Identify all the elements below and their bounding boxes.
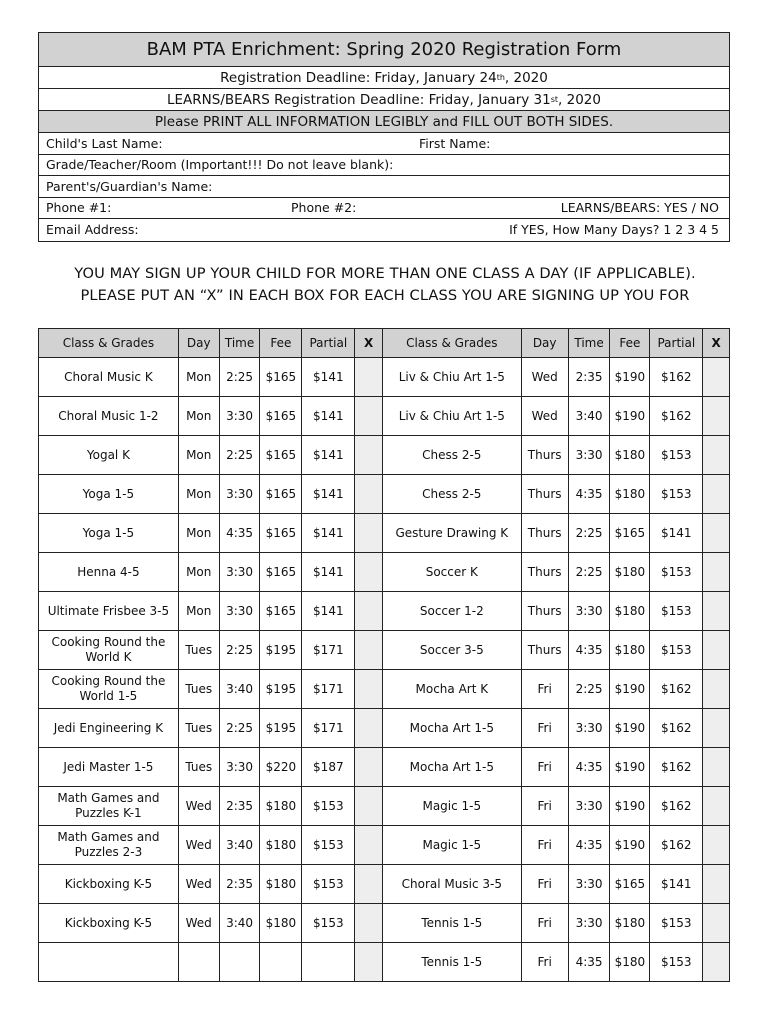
fee-cell: $180 bbox=[610, 904, 650, 943]
day-cell: Mon bbox=[178, 553, 219, 592]
time-cell: 3:30 bbox=[568, 787, 610, 826]
partial-fee-cell: $141 bbox=[302, 475, 355, 514]
class-name-cell: Soccer 3-5 bbox=[382, 631, 521, 670]
class-name-cell: Yoga 1-5 bbox=[39, 514, 179, 553]
signup-checkbox[interactable] bbox=[703, 592, 730, 631]
day-cell: Tues bbox=[178, 748, 219, 787]
table-row bbox=[39, 475, 730, 514]
fee-cell: $195 bbox=[260, 670, 302, 709]
fee-cell: $180 bbox=[260, 904, 302, 943]
signup-checkbox[interactable] bbox=[355, 553, 383, 592]
day-cell: Wed bbox=[521, 397, 568, 436]
day-header: Day bbox=[178, 329, 219, 358]
partial-fee-cell: $162 bbox=[650, 670, 703, 709]
class-header: Class & Grades bbox=[39, 329, 179, 358]
class-name-cell: Liv & Chiu Art 1-5 bbox=[382, 358, 521, 397]
class-name-cell: Mocha Art 1-5 bbox=[382, 709, 521, 748]
table-row bbox=[39, 553, 730, 592]
class-name-cell: Choral Music 3-5 bbox=[382, 865, 521, 904]
registration-deadline: Registration Deadline: Friday, January 24 th , 2020 bbox=[39, 67, 729, 89]
signup-checkbox[interactable] bbox=[703, 826, 730, 865]
signup-checkbox[interactable] bbox=[355, 826, 383, 865]
partial-fee-cell: $162 bbox=[650, 709, 703, 748]
day-cell: Fri bbox=[521, 670, 568, 709]
signup-checkbox[interactable] bbox=[703, 904, 730, 943]
time-cell: 3:30 bbox=[568, 436, 610, 475]
time-cell: 3:30 bbox=[568, 709, 610, 748]
form-title: BAM PTA Enrichment: Spring 2020 Registration Form bbox=[39, 33, 729, 67]
fee-cell: $190 bbox=[610, 670, 650, 709]
class-name-cell: Magic 1-5 bbox=[382, 826, 521, 865]
child-name-row[interactable] bbox=[39, 133, 729, 155]
table-row bbox=[39, 631, 730, 670]
learns-deadline-year: , 2020 bbox=[558, 91, 601, 108]
parent-name-row[interactable] bbox=[39, 176, 729, 198]
signup-checkbox[interactable] bbox=[355, 787, 383, 826]
day-cell: Wed bbox=[521, 358, 568, 397]
partial-fee-cell: $153 bbox=[650, 553, 703, 592]
time-cell: 3:30 bbox=[219, 553, 260, 592]
fee-cell: $165 bbox=[260, 436, 302, 475]
signup-checkbox[interactable] bbox=[703, 670, 730, 709]
deadline-year: , 2020 bbox=[504, 69, 548, 86]
class-name-cell: Jedi Engineering K bbox=[39, 709, 179, 748]
signup-checkbox[interactable] bbox=[703, 397, 730, 436]
fee-header: Fee bbox=[610, 329, 650, 358]
time-cell: 2:35 bbox=[219, 787, 260, 826]
partial-fee-cell: $153 bbox=[302, 904, 355, 943]
fee-cell: $190 bbox=[610, 787, 650, 826]
class-name-cell: Soccer K bbox=[382, 553, 521, 592]
days-option[interactable]: If YES, How Many Days? 1 2 3 4 5 bbox=[509, 222, 719, 238]
fee-cell: $195 bbox=[260, 631, 302, 670]
fee-cell: $165 bbox=[260, 514, 302, 553]
time-cell: 2:25 bbox=[219, 436, 260, 475]
fee-cell: $165 bbox=[260, 553, 302, 592]
day-cell: Wed bbox=[178, 826, 219, 865]
time-cell: 2:25 bbox=[568, 514, 610, 553]
signup-checkbox[interactable] bbox=[355, 631, 383, 670]
signup-checkbox[interactable] bbox=[703, 865, 730, 904]
signup-checkbox[interactable] bbox=[703, 787, 730, 826]
table-header-row bbox=[39, 329, 730, 358]
fee-cell: $165 bbox=[260, 358, 302, 397]
class-name-cell: Chess 2-5 bbox=[382, 475, 521, 514]
class-name-cell: Tennis 1-5 bbox=[382, 904, 521, 943]
parent-name-label: Parent's/Guardian's Name: bbox=[46, 178, 213, 194]
class-name-cell: Math Games and Puzzles 2-3 bbox=[39, 826, 179, 865]
instructions-banner: Please PRINT ALL INFORMATION LEGIBLY and FILL OUT BOTH SIDES. bbox=[39, 111, 729, 133]
fee-cell: $180 bbox=[260, 787, 302, 826]
time-cell: 3:40 bbox=[219, 670, 260, 709]
class-name-cell: Mocha Art 1-5 bbox=[382, 748, 521, 787]
signup-checkbox[interactable] bbox=[703, 553, 730, 592]
sign-up-notice bbox=[20, 263, 750, 307]
table-body bbox=[39, 358, 730, 982]
fee-cell: $165 bbox=[610, 865, 650, 904]
partial-fee-cell: $141 bbox=[650, 865, 703, 904]
partial-fee-cell: $171 bbox=[302, 631, 355, 670]
signup-checkbox[interactable] bbox=[703, 709, 730, 748]
phone-row[interactable] bbox=[39, 198, 729, 220]
signup-checkbox[interactable] bbox=[355, 358, 383, 397]
class-name-cell: Cooking Round the World 1-5 bbox=[39, 670, 179, 709]
time-cell: 4:35 bbox=[568, 631, 610, 670]
day-cell: Fri bbox=[521, 748, 568, 787]
partial-fee-cell: $153 bbox=[650, 475, 703, 514]
day-cell: Mon bbox=[178, 436, 219, 475]
partial-fee-cell: $153 bbox=[302, 826, 355, 865]
time-cell: 2:25 bbox=[568, 553, 610, 592]
signup-checkbox[interactable] bbox=[355, 865, 383, 904]
class-name-cell: Kickboxing K-5 bbox=[39, 904, 179, 943]
time-cell: 4:35 bbox=[219, 514, 260, 553]
phone2-label: Phone #2: bbox=[291, 200, 357, 216]
x-header: X bbox=[355, 329, 383, 358]
partial-fee-cell: $187 bbox=[302, 748, 355, 787]
signup-checkbox[interactable] bbox=[355, 475, 383, 514]
fee-cell: $165 bbox=[260, 397, 302, 436]
registration-form-header bbox=[38, 32, 730, 242]
time-header: Time bbox=[219, 329, 260, 358]
class-name-cell: Yoga 1-5 bbox=[39, 475, 179, 514]
signup-checkbox[interactable] bbox=[355, 397, 383, 436]
partial-fee-cell: $162 bbox=[650, 748, 703, 787]
fee-cell: $180 bbox=[610, 631, 650, 670]
partial-fee-cell: $153 bbox=[650, 904, 703, 943]
time-cell: 2:25 bbox=[219, 709, 260, 748]
day-cell: Mon bbox=[178, 592, 219, 631]
signup-checkbox[interactable] bbox=[703, 514, 730, 553]
class-name-cell: Math Games and Puzzles K-1 bbox=[39, 787, 179, 826]
day-cell: Fri bbox=[521, 709, 568, 748]
time-cell bbox=[219, 943, 260, 982]
x-header: X bbox=[703, 329, 730, 358]
table-row bbox=[39, 865, 730, 904]
day-cell: Tues bbox=[178, 670, 219, 709]
time-cell: 4:35 bbox=[568, 475, 610, 514]
signup-checkbox[interactable] bbox=[703, 943, 730, 982]
day-cell: Thurs bbox=[521, 475, 568, 514]
signup-checkbox[interactable] bbox=[703, 436, 730, 475]
class-name-cell: Kickboxing K-5 bbox=[39, 865, 179, 904]
table-row bbox=[39, 397, 730, 436]
day-header: Day bbox=[521, 329, 568, 358]
time-cell: 2:25 bbox=[219, 631, 260, 670]
fee-cell: $190 bbox=[610, 709, 650, 748]
class-name-cell: Gesture Drawing K bbox=[382, 514, 521, 553]
fee-cell: $180 bbox=[260, 865, 302, 904]
fee-cell: $165 bbox=[610, 514, 650, 553]
partial-fee-cell: $141 bbox=[302, 397, 355, 436]
day-cell: Wed bbox=[178, 787, 219, 826]
email-row[interactable] bbox=[39, 219, 729, 241]
partial-header: Partial bbox=[650, 329, 703, 358]
deadline-text: Registration Deadline: Friday, January 24 bbox=[220, 69, 497, 86]
signup-checkbox[interactable] bbox=[703, 748, 730, 787]
table-row bbox=[39, 748, 730, 787]
day-cell: Mon bbox=[178, 514, 219, 553]
class-name-cell: Ultimate Frisbee 3-5 bbox=[39, 592, 179, 631]
table-row bbox=[39, 436, 730, 475]
fee-cell bbox=[260, 943, 302, 982]
time-cell: 3:30 bbox=[219, 748, 260, 787]
time-cell: 3:30 bbox=[219, 475, 260, 514]
signup-checkbox[interactable] bbox=[355, 670, 383, 709]
day-cell: Fri bbox=[521, 787, 568, 826]
time-cell: 4:35 bbox=[568, 943, 610, 982]
notice-line-2: PLEASE PUT AN “X” IN EACH BOX FOR EACH CLASS YOU ARE SIGNING UP YOU FOR bbox=[80, 287, 690, 304]
partial-fee-cell: $162 bbox=[650, 397, 703, 436]
signup-checkbox[interactable] bbox=[355, 904, 383, 943]
time-cell: 4:35 bbox=[568, 748, 610, 787]
time-cell: 3:30 bbox=[219, 397, 260, 436]
day-cell: Fri bbox=[521, 865, 568, 904]
fee-cell: $165 bbox=[260, 475, 302, 514]
class-name-cell: Soccer 1-2 bbox=[382, 592, 521, 631]
time-cell: 4:35 bbox=[568, 826, 610, 865]
partial-fee-cell: $162 bbox=[650, 826, 703, 865]
class-name-cell: Tennis 1-5 bbox=[382, 943, 521, 982]
day-cell: Thurs bbox=[521, 436, 568, 475]
partial-fee-cell: $153 bbox=[650, 436, 703, 475]
partial-fee-cell: $153 bbox=[650, 592, 703, 631]
class-name-cell: Liv & Chiu Art 1-5 bbox=[382, 397, 521, 436]
signup-checkbox[interactable] bbox=[703, 631, 730, 670]
fee-cell: $195 bbox=[260, 709, 302, 748]
class-name-cell: Chess 2-5 bbox=[382, 436, 521, 475]
learns-bears-option[interactable]: LEARNS/BEARS: YES / NO bbox=[560, 200, 719, 216]
fee-cell: $180 bbox=[610, 553, 650, 592]
day-cell: Thurs bbox=[521, 553, 568, 592]
day-cell: Wed bbox=[178, 865, 219, 904]
fee-cell: $190 bbox=[610, 358, 650, 397]
class-name-cell: Cooking Round the World K bbox=[39, 631, 179, 670]
signup-checkbox[interactable] bbox=[355, 709, 383, 748]
partial-fee-cell: $162 bbox=[650, 358, 703, 397]
email-label: Email Address: bbox=[46, 222, 139, 238]
class-header: Class & Grades bbox=[382, 329, 521, 358]
class-name-cell: Henna 4-5 bbox=[39, 553, 179, 592]
fee-cell: $180 bbox=[610, 943, 650, 982]
day-cell: Fri bbox=[521, 826, 568, 865]
table-row bbox=[39, 592, 730, 631]
time-cell: 3:30 bbox=[219, 592, 260, 631]
fee-cell: $180 bbox=[610, 592, 650, 631]
day-cell: Fri bbox=[521, 904, 568, 943]
notice-line-1: YOU MAY SIGN UP YOUR CHILD FOR MORE THAN ONE CLASS A DAY (IF APPLICABLE). bbox=[74, 265, 696, 282]
grade-teacher-room-row[interactable] bbox=[39, 155, 729, 177]
table-row bbox=[39, 709, 730, 748]
signup-checkbox[interactable] bbox=[703, 475, 730, 514]
partial-fee-cell: $141 bbox=[302, 436, 355, 475]
table-row bbox=[39, 904, 730, 943]
signup-checkbox[interactable] bbox=[355, 514, 383, 553]
partial-fee-cell: $153 bbox=[302, 787, 355, 826]
partial-header: Partial bbox=[302, 329, 355, 358]
first-name-label: First Name: bbox=[419, 135, 491, 151]
partial-fee-cell: $141 bbox=[302, 592, 355, 631]
learns-bears-deadline: LEARNS/BEARS Registration Deadline: Friday, January 31 st , 2020 bbox=[39, 89, 729, 111]
table-row bbox=[39, 787, 730, 826]
partial-fee-cell: $162 bbox=[650, 787, 703, 826]
partial-fee-cell bbox=[302, 943, 355, 982]
day-cell: Thurs bbox=[521, 592, 568, 631]
class-name-cell: Mocha Art K bbox=[382, 670, 521, 709]
time-cell: 2:25 bbox=[568, 670, 610, 709]
partial-fee-cell: $171 bbox=[302, 709, 355, 748]
day-cell bbox=[178, 943, 219, 982]
day-cell: Fri bbox=[521, 943, 568, 982]
day-cell: Mon bbox=[178, 358, 219, 397]
day-cell: Thurs bbox=[521, 631, 568, 670]
fee-cell: $180 bbox=[610, 436, 650, 475]
partial-fee-cell: $141 bbox=[302, 514, 355, 553]
class-name-cell bbox=[39, 943, 179, 982]
time-cell: 2:35 bbox=[219, 865, 260, 904]
partial-fee-cell: $141 bbox=[650, 514, 703, 553]
fee-cell: $180 bbox=[610, 475, 650, 514]
class-name-cell: Magic 1-5 bbox=[382, 787, 521, 826]
partial-fee-cell: $171 bbox=[302, 670, 355, 709]
table-row bbox=[39, 826, 730, 865]
day-cell: Tues bbox=[178, 631, 219, 670]
table-row bbox=[39, 514, 730, 553]
time-cell: 3:40 bbox=[219, 904, 260, 943]
partial-fee-cell: $153 bbox=[650, 943, 703, 982]
time-cell: 3:30 bbox=[568, 865, 610, 904]
partial-fee-cell: $153 bbox=[302, 865, 355, 904]
class-name-cell: Yogal K bbox=[39, 436, 179, 475]
time-cell: 2:25 bbox=[219, 358, 260, 397]
fee-cell: $190 bbox=[610, 826, 650, 865]
class-name-cell: Jedi Master 1-5 bbox=[39, 748, 179, 787]
fee-cell: $190 bbox=[610, 397, 650, 436]
fee-cell: $180 bbox=[260, 826, 302, 865]
table-row bbox=[39, 358, 730, 397]
fee-cell: $190 bbox=[610, 748, 650, 787]
time-cell: 3:30 bbox=[568, 904, 610, 943]
class-name-cell: Choral Music K bbox=[39, 358, 179, 397]
day-cell: Mon bbox=[178, 397, 219, 436]
learns-deadline-text: LEARNS/BEARS Registration Deadline: Friday, January 31 bbox=[166, 91, 551, 108]
signup-checkbox[interactable] bbox=[355, 943, 383, 982]
signup-checkbox[interactable] bbox=[355, 592, 383, 631]
class-name-cell: Choral Music 1-2 bbox=[39, 397, 179, 436]
classes-table bbox=[38, 328, 730, 982]
day-cell: Thurs bbox=[521, 514, 568, 553]
partial-fee-cell: $141 bbox=[302, 553, 355, 592]
signup-checkbox[interactable] bbox=[355, 436, 383, 475]
time-cell: 3:30 bbox=[568, 592, 610, 631]
signup-checkbox[interactable] bbox=[703, 358, 730, 397]
phone1-label: Phone #1: bbox=[46, 200, 112, 216]
fee-cell: $220 bbox=[260, 748, 302, 787]
grade-teacher-room-label: Grade/Teacher/Room (Important!!! Do not leave blank): bbox=[46, 157, 394, 173]
partial-fee-cell: $141 bbox=[302, 358, 355, 397]
day-cell: Wed bbox=[178, 904, 219, 943]
time-cell: 3:40 bbox=[568, 397, 610, 436]
fee-header: Fee bbox=[260, 329, 302, 358]
table-row bbox=[39, 943, 730, 982]
time-header: Time bbox=[568, 329, 610, 358]
table-row bbox=[39, 670, 730, 709]
signup-checkbox[interactable] bbox=[355, 748, 383, 787]
time-cell: 3:40 bbox=[219, 826, 260, 865]
time-cell: 2:35 bbox=[568, 358, 610, 397]
childs-last-name-label: Child's Last Name: bbox=[46, 135, 163, 151]
fee-cell: $165 bbox=[260, 592, 302, 631]
day-cell: Mon bbox=[178, 475, 219, 514]
day-cell: Tues bbox=[178, 709, 219, 748]
partial-fee-cell: $153 bbox=[650, 631, 703, 670]
